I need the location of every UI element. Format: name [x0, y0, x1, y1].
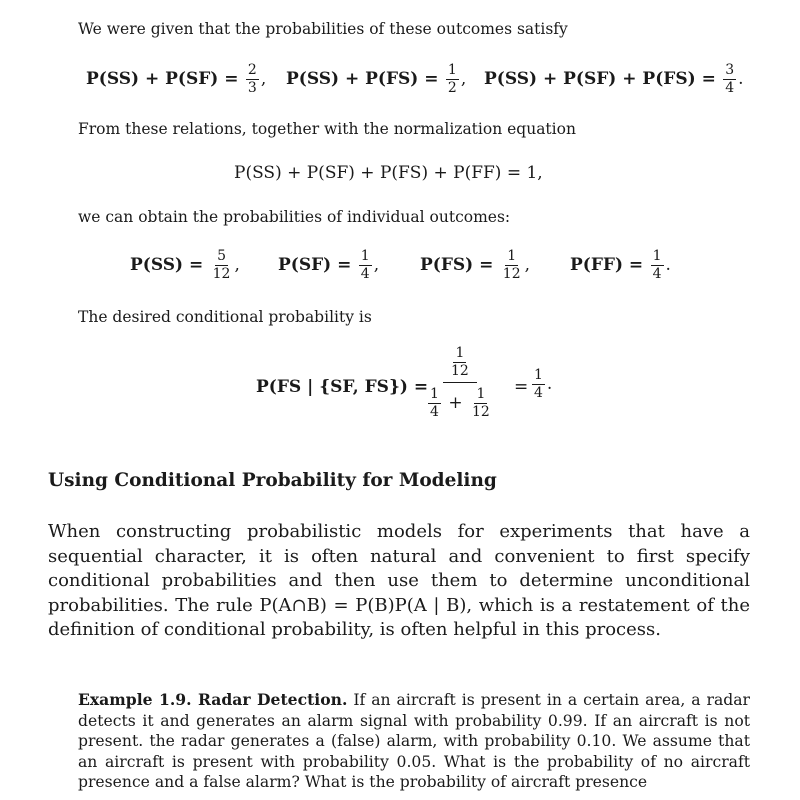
example-paragraph	[78, 690, 750, 793]
outcome-sf: P(SF) = $\frac{1}{4}$ ,	[278, 248, 380, 282]
outcome-ss: P(SS) = $\frac{5}{12}$ ,	[130, 248, 240, 282]
normalization-equation: P(SS) + P(SF) + P(FS) + P(FF) = 1,	[234, 163, 543, 183]
numerator: 1	[507, 248, 517, 264]
fraction	[359, 248, 372, 283]
fraction	[211, 248, 233, 283]
denominator: 12	[502, 266, 521, 282]
fraction	[428, 386, 441, 421]
example-label: Example 1.9. Radar Detection.	[78, 690, 348, 709]
fraction	[532, 367, 545, 402]
equals-sign: =	[514, 377, 529, 397]
individual-line: we can obtain the probabilities of individual outcomes:	[78, 208, 511, 226]
equation-b-lhs: P(SS) + P(FS) =	[286, 69, 439, 89]
desired-line: The desired conditional probability is	[78, 308, 372, 326]
conditional-probability-equation	[256, 345, 576, 440]
denominator: 4	[652, 266, 662, 282]
given-equations	[86, 62, 766, 102]
fraction	[723, 62, 736, 97]
compound-denominator	[426, 383, 494, 421]
denominator: 4	[725, 80, 735, 96]
numerator: 1	[534, 367, 543, 383]
section-body: When constructing probabilistic models for experiments that have a sequential character, it is often natural and convenient to first specify conditional probabilities and then use them to determine unconditional probabilities. The rule P(A∩B) = P(B)P(A | B), which is a restatement of the definition of conditional probability, is often helpful in this process.	[48, 521, 750, 640]
fraction	[246, 62, 259, 97]
relations-line: From these relations, together with the normalization equation	[78, 120, 576, 138]
equation-c-lhs: P(SS) + P(SF) + P(FS) =	[484, 69, 716, 89]
numerator: 1	[455, 345, 465, 361]
fraction	[449, 345, 471, 380]
outcome-fs: P(FS) = $\frac{1}{12}$ ,	[420, 248, 531, 282]
plus-sign: +	[448, 393, 463, 413]
section-heading: Using Conditional Probability for Modeling	[48, 470, 497, 491]
denominator: 12	[212, 266, 231, 282]
fraction	[470, 386, 492, 421]
numerator: 1	[476, 386, 486, 402]
equation-c: P(SS) + P(SF) + P(FS) = $\frac{3}{4}$ .	[484, 62, 744, 96]
example-text: If an aircraft is present in a certain area, a radar detects it and generates an alarm signal with probability 0.99. If an aircraft is not present. the radar generates a (false) alarm, with probability 0.10. We assume that an aircraft is present with probability 0.05. What is the probability of no aircraft presence and a false alarm? What is the probability of aircraft presence	[78, 691, 750, 792]
equation-b: P(SS) + P(FS) = $\frac{1}{2}$ ,	[286, 62, 467, 96]
numerator: 1	[447, 62, 457, 78]
equation-a-lhs: P(SS) + P(SF) =	[86, 69, 239, 89]
equation-a: P(SS) + P(SF) = $\frac{2}{3}$ ,	[86, 62, 267, 96]
fraction	[501, 248, 523, 283]
intro-line: We were given that the probabilities of these outcomes satisfy	[78, 20, 568, 38]
outcome-probabilities	[130, 248, 690, 290]
denominator: 4	[360, 266, 370, 282]
numerator: 1	[652, 248, 662, 264]
denominator: 4	[430, 404, 439, 420]
denominator: 3	[247, 80, 257, 96]
numerator: 1	[360, 248, 370, 264]
conditional-lhs: P(FS | {SF, FS}) =	[256, 377, 429, 397]
numerator: 2	[247, 62, 257, 78]
numerator: 5	[217, 248, 226, 264]
outcome-lhs: P(FS) =	[420, 255, 494, 275]
conditional-result: $\frac{1}{4}$ .	[534, 367, 553, 401]
fraction	[446, 62, 459, 97]
fraction	[651, 248, 664, 283]
numerator: 1	[430, 386, 439, 402]
outcome-lhs: P(SS) =	[130, 255, 204, 275]
numerator: 3	[725, 62, 735, 78]
denominator: 4	[534, 385, 543, 401]
outcome-ff: P(FF) = $\frac{1}{4}$ .	[570, 248, 671, 282]
denominator: 12	[450, 363, 469, 379]
compound-numerator	[443, 345, 477, 383]
denominator: 2	[447, 80, 457, 96]
denominator: 12	[471, 404, 490, 420]
outcome-lhs: P(FF) =	[570, 255, 644, 275]
compound-fraction	[426, 345, 494, 421]
outcome-lhs: P(SF) =	[278, 255, 352, 275]
